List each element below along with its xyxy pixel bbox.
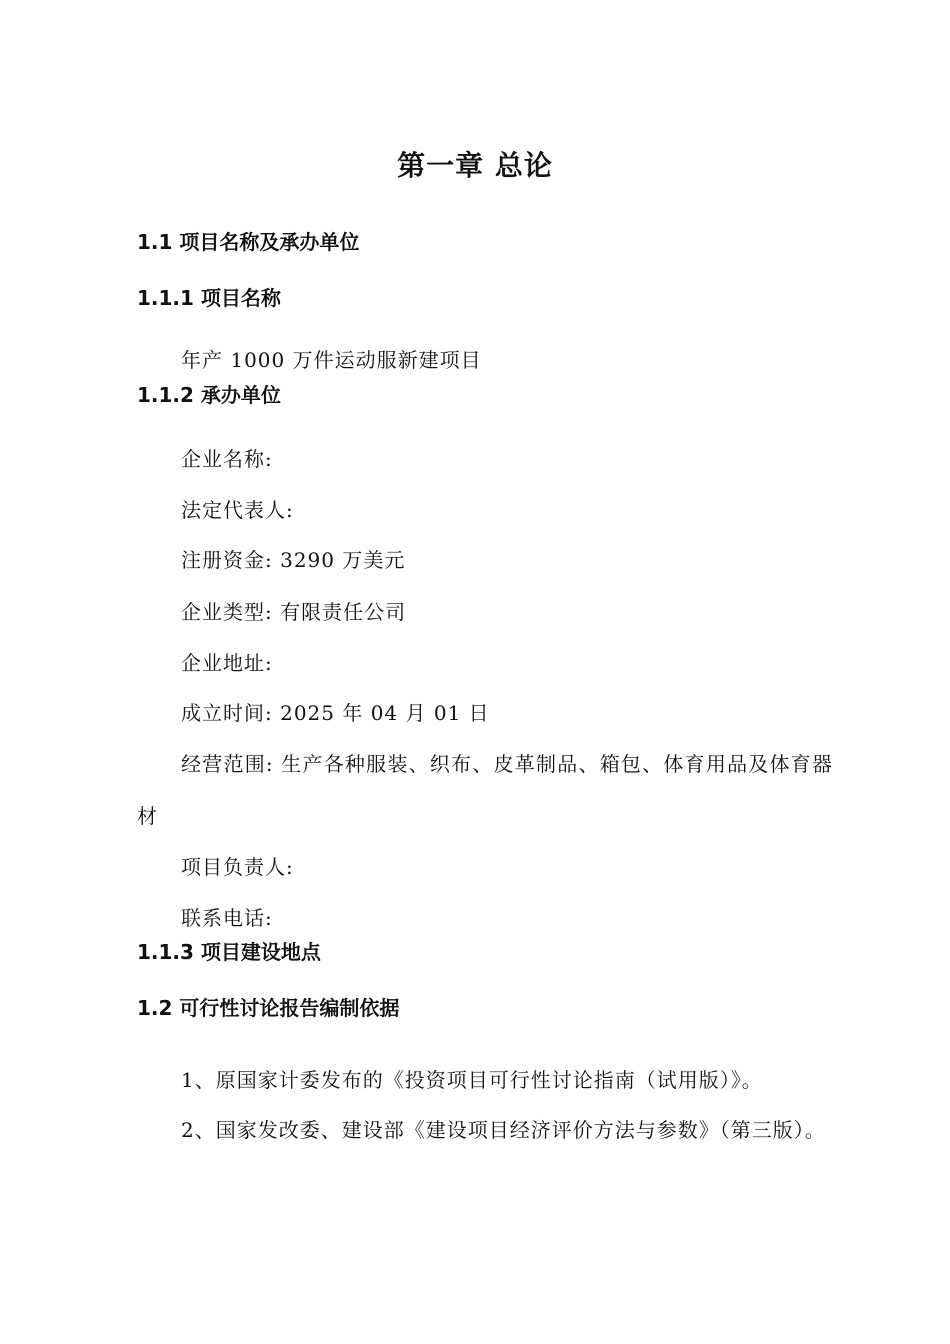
project-name-text: 年产 1000 万件运动服新建项目 xyxy=(181,348,482,372)
section-heading-1-1-2: 1.1.2 承办单位 xyxy=(137,383,281,407)
legal-rep-line: 法定代表人: xyxy=(181,498,294,522)
chapter-title: 第一章 总论 xyxy=(397,149,553,182)
basis-item-2: 2、国家发改委、建设部《建设项目经济评价方法与参数》（第三版）。 xyxy=(181,1118,826,1142)
business-scope-paragraph: 经营范围: 生产各种服装、织布、皮革制品、箱包、体育用品及体育器材 xyxy=(137,752,833,828)
company-type-line: 企业类型: 有限责任公司 xyxy=(181,600,407,624)
section-heading-1-1-3: 1.1.3 项目建设地点 xyxy=(137,940,321,964)
company-address-line: 企业地址: xyxy=(181,651,273,675)
project-leader-line: 项目负责人: xyxy=(181,855,294,879)
established-date-line: 成立时间: 2025 年 04 月 01 日 xyxy=(181,701,490,725)
section-heading-1-1: 1.1 项目名称及承办单位 xyxy=(137,230,360,254)
section-heading-1-1-1: 1.1.1 项目名称 xyxy=(137,286,281,310)
company-name-line: 企业名称: xyxy=(181,447,273,471)
contact-phone-line: 联系电话: xyxy=(181,906,273,930)
registered-capital-line: 注册资金: 3290 万美元 xyxy=(181,548,406,572)
section-heading-1-2: 1.2 可行性讨论报告编制依据 xyxy=(137,996,400,1020)
basis-item-1: 1、原国家计委发布的《投资项目可行性讨论指南（试用版）》。 xyxy=(181,1068,763,1092)
